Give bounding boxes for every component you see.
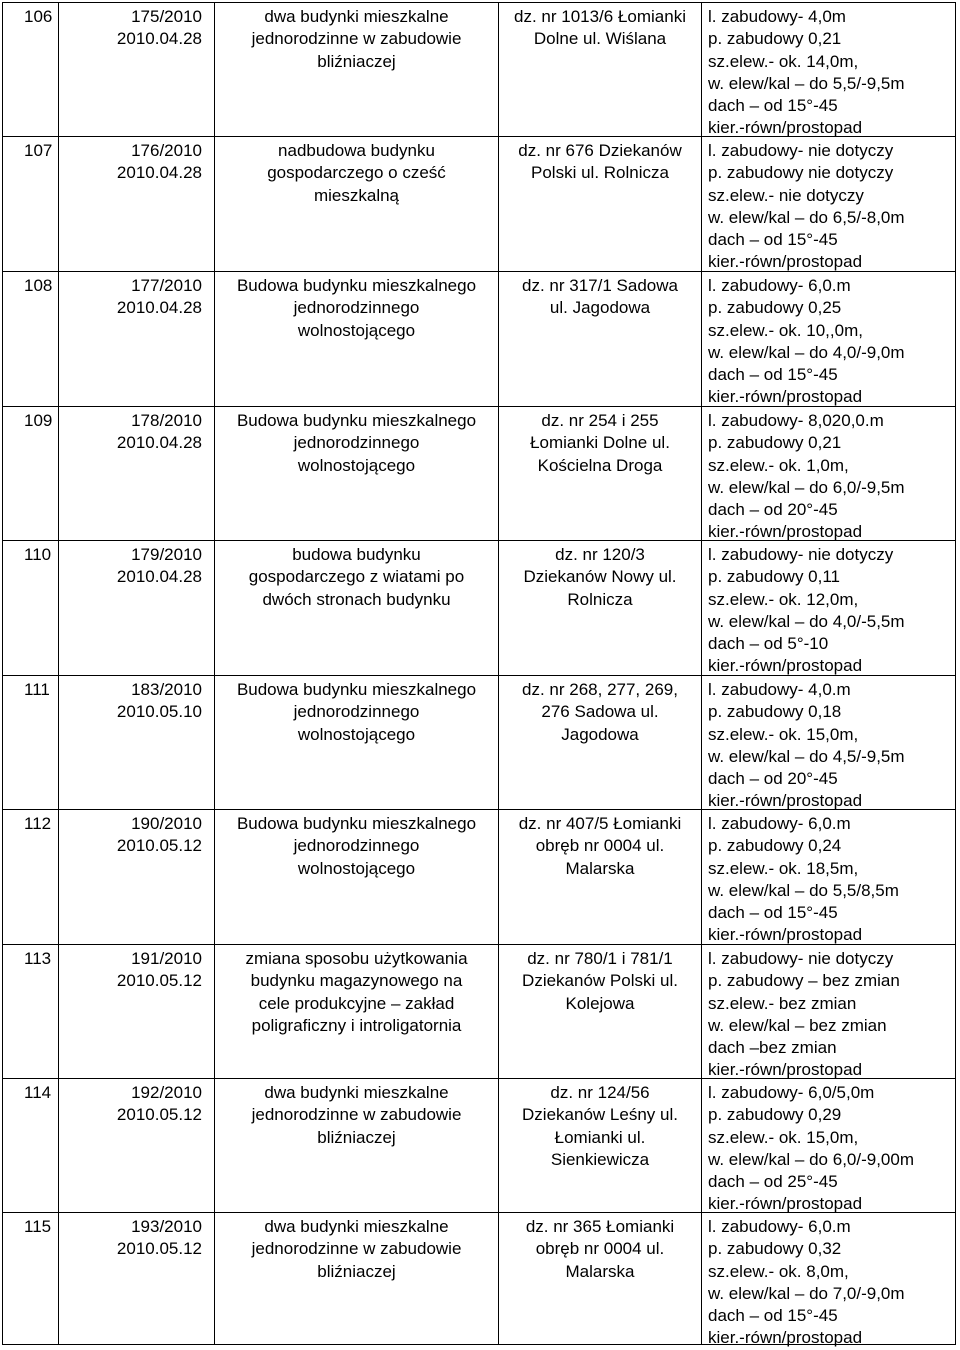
plot-location-cell [499, 945, 702, 1078]
decision-number-line: 191/2010 [131, 949, 202, 968]
decision-number-cell [59, 272, 215, 406]
decision-number-line: 2010.04.28 [116, 567, 202, 587]
building-parameters-line: l. zabudowy- 6,0.m [708, 1217, 851, 1236]
building-parameters-line: l. zabudowy- nie dotyczy [708, 141, 894, 160]
building-parameters-line: sz.elew.- ok. 12,0m, [708, 589, 859, 609]
project-description-cell [215, 676, 499, 809]
decision-number-line: 175/2010 [131, 7, 202, 26]
building-parameters-line: p. zabudowy 0,25 [708, 298, 842, 318]
project-description-cell [215, 3, 499, 136]
project-description-line: dwa budynki mieszkalne [264, 7, 449, 26]
plot-location-line: Dziekanów Polski ul. [522, 971, 678, 991]
building-parameters-line: dach – od 5°-10 [708, 634, 829, 654]
decision-number-line: 179/2010 [131, 545, 202, 564]
decision-number-line: 2010.04.28 [116, 433, 202, 453]
project-description-line: wolnostojącego [297, 858, 416, 878]
plot-location-cell [499, 541, 702, 675]
building-parameters-cell [702, 810, 955, 944]
building-parameters-line: w. elew/kal – do 6,5/-8,0m [708, 207, 905, 227]
project-description-cell [215, 810, 499, 944]
building-parameters-line: l. zabudowy- 6,0/5,0m [708, 1083, 875, 1102]
row-number-cell: 107 [3, 137, 59, 271]
plot-location-cell [499, 676, 702, 809]
building-parameters-line: l. zabudowy- 6,0.m [708, 814, 851, 833]
building-parameters-line: sz.elew.- ok. 10,,0m, [708, 320, 863, 340]
decision-number-cell [59, 3, 215, 136]
project-description-line: wolnostojącego [297, 320, 416, 340]
building-parameters-line: kier.-równ/prostopad [708, 118, 863, 138]
project-description-cell [215, 407, 499, 540]
project-description-line: jednorodzinne w zabudowie [251, 1239, 462, 1259]
building-parameters-line: sz.elew.- bez zmian [708, 993, 857, 1013]
building-parameters-line: w. elew/kal – do 7,0/-9,0m [708, 1283, 905, 1303]
decision-number-cell [59, 810, 215, 944]
building-parameters-line: p. zabudowy 0,32 [708, 1239, 842, 1259]
project-description-line: budynku magazynowego na [250, 971, 463, 991]
project-description-cell [215, 1079, 499, 1212]
building-parameters-cell [702, 1079, 955, 1212]
project-description-line: Budowa budynku mieszkalnego [236, 411, 477, 430]
decision-number-line: 193/2010 [131, 1217, 202, 1236]
project-description-cell [215, 945, 499, 1078]
project-description-line: dwóch stronach budynku [262, 589, 451, 609]
plot-location-line: Kościelna Droga [537, 455, 663, 475]
project-description-line: bliźniaczej [317, 51, 396, 71]
building-parameters-cell [702, 1213, 955, 1348]
decision-number-line: 2010.04.28 [116, 163, 202, 183]
plot-location-line: obręb nr 0004 ul. [535, 1239, 665, 1259]
decision-number-cell [59, 407, 215, 540]
plot-location-line: dz. nr 124/56 [550, 1083, 650, 1102]
plot-location-line: Łomianki Dolne ul. [530, 433, 670, 453]
plot-location-line: ul. Jagodowa [549, 298, 651, 318]
project-description-line: budowa budynku [292, 545, 421, 564]
plot-location-line: 276 Sadowa ul. [541, 702, 659, 722]
building-parameters-line: w. elew/kal – do 6,0/-9,5m [708, 477, 905, 497]
project-description-line: nadbudowa budynku [278, 141, 435, 160]
decision-number-cell [59, 1079, 215, 1212]
decision-number-line: 176/2010 [131, 141, 202, 160]
building-parameters-line: dach – od 20°-45 [708, 500, 838, 520]
decisions-table [2, 2, 956, 1348]
building-parameters-line: p. zabudowy 0,11 [708, 567, 840, 587]
plot-location-line: Rolnicza [567, 589, 633, 609]
decision-number-line: 183/2010 [131, 680, 202, 699]
building-parameters-line: dach – od 15°-45 [708, 1306, 838, 1326]
project-description-line: Budowa budynku mieszkalnego [236, 276, 477, 295]
building-parameters-line: kier.-równ/prostopad [708, 1060, 863, 1080]
building-parameters-line: dach – od 15°-45 [708, 903, 838, 923]
plot-location-line: Polski ul. Rolnicza [531, 163, 669, 183]
building-parameters-cell [702, 137, 955, 271]
building-parameters-line: dach – od 25°-45 [708, 1172, 838, 1192]
row-number-cell: 114 [3, 1079, 59, 1212]
plot-location-line: Jagodowa [561, 724, 639, 744]
plot-location-line: Kolejowa [565, 993, 635, 1013]
building-parameters-cell [702, 272, 955, 406]
building-parameters-line: sz.elew.- ok. 8,0m, [708, 1261, 849, 1281]
table-row [3, 272, 955, 407]
building-parameters-line: w. elew/kal – do 5,5/8,5m [708, 880, 899, 900]
building-parameters-line: w. elew/kal – do 5,5/-9,5m [708, 73, 905, 93]
plot-location-line: Dolne ul. Wiślana [533, 29, 667, 49]
building-parameters-line: sz.elew.- ok. 1,0m, [708, 455, 849, 475]
table-row [3, 407, 955, 541]
row-number-cell: 113 [3, 945, 59, 1078]
building-parameters-line: l. zabudowy- nie dotyczy [708, 545, 894, 564]
plot-location-cell [499, 3, 702, 136]
table-row [3, 945, 955, 1079]
decision-number-line: 192/2010 [131, 1083, 202, 1102]
plot-location-line: Dziekanów Leśny ul. [522, 1105, 678, 1125]
table-row [3, 1079, 955, 1213]
building-parameters-line: kier.-równ/prostopad [708, 1328, 863, 1348]
building-parameters-line: sz.elew.- ok. 14,0m, [708, 51, 859, 71]
building-parameters-line: kier.-równ/prostopad [708, 656, 863, 676]
building-parameters-line: kier.-równ/prostopad [708, 925, 863, 945]
building-parameters-line: dach – od 15°-45 [708, 230, 838, 250]
row-number-cell: 111 [3, 676, 59, 809]
project-description-line: Budowa budynku mieszkalnego [236, 680, 477, 699]
building-parameters-line: dach – od 15°-45 [708, 365, 838, 385]
building-parameters-cell [702, 676, 955, 809]
building-parameters-cell [702, 541, 955, 675]
project-description-line: jednorodzinne w zabudowie [251, 29, 462, 49]
building-parameters-line: kier.-równ/prostopad [708, 522, 863, 542]
plot-location-cell [499, 1213, 702, 1344]
building-parameters-line: w. elew/kal – bez zmian [708, 1015, 887, 1035]
building-parameters-line: p. zabudowy 0,21 [708, 29, 842, 49]
project-description-line: cele produkcyjne – zakład [258, 993, 455, 1013]
decision-number-line: 2010.04.28 [116, 298, 202, 318]
decision-number-line: 2010.05.12 [116, 1239, 202, 1259]
plot-location-line: dz. nr 407/5 Łomianki [518, 814, 682, 833]
building-parameters-line: p. zabudowy 0,29 [708, 1105, 842, 1125]
project-description-line: zmiana sposobu użytkowania [245, 949, 468, 968]
building-parameters-line: l. zabudowy- 6,0.m [708, 276, 851, 295]
building-parameters-line: sz.elew.- ok. 18,5m, [708, 858, 859, 878]
building-parameters-line: dach –bez zmian [708, 1038, 837, 1058]
project-description-cell [215, 541, 499, 675]
building-parameters-line: kier.-równ/prostopad [708, 1194, 863, 1214]
plot-location-line: Malarska [565, 858, 635, 878]
table-row [3, 137, 955, 272]
building-parameters-line: dach – od 15°-45 [708, 96, 838, 116]
row-number-cell: 109 [3, 407, 59, 540]
plot-location-cell [499, 1079, 702, 1212]
row-number-cell: 115 [3, 1213, 59, 1344]
building-parameters-cell [702, 945, 955, 1078]
project-description-line: jednorodzinnego [293, 836, 420, 856]
plot-location-line: Sienkiewicza [550, 1149, 650, 1169]
building-parameters-cell [702, 3, 955, 136]
decision-number-cell [59, 541, 215, 675]
project-description-line: wolnostojącego [297, 455, 416, 475]
project-description-cell [215, 272, 499, 406]
decision-number-cell [59, 945, 215, 1078]
project-description-line: jednorodzinnego [293, 433, 420, 453]
plot-location-line: dz. nr 676 Dziekanów [518, 141, 682, 160]
table-row [3, 676, 955, 810]
building-parameters-line: w. elew/kal – do 4,0/-5,5m [708, 611, 905, 631]
plot-location-line: dz. nr 1013/6 Łomianki [514, 7, 686, 26]
building-parameters-line: w. elew/kal – do 4,0/-9,0m [708, 342, 905, 362]
project-description-line: jednorodzinnego [293, 298, 420, 318]
project-description-line: gospodarczego z wiatami po [248, 567, 465, 587]
project-description-line: jednorodzinnego [293, 702, 420, 722]
project-description-line: poligraficzny i introligatornia [251, 1015, 462, 1035]
building-parameters-line: kier.-równ/prostopad [708, 791, 863, 811]
plot-location-line: Malarska [565, 1261, 635, 1281]
building-parameters-line: l. zabudowy- 4,0.m [708, 680, 851, 699]
building-parameters-line: l. zabudowy- 8,020,0.m [708, 411, 884, 430]
row-number-cell: 112 [3, 810, 59, 944]
building-parameters-line: l. zabudowy- 4,0m [708, 7, 846, 26]
decision-number-line: 2010.05.12 [116, 971, 202, 991]
building-parameters-line: dach – od 20°-45 [708, 769, 838, 789]
project-description-cell [215, 1213, 499, 1344]
building-parameters-line: w. elew/kal – do 4,5/-9,5m [708, 746, 905, 766]
building-parameters-line: kier.-równ/prostopad [708, 252, 863, 272]
building-parameters-line: sz.elew.- ok. 15,0m, [708, 724, 859, 744]
building-parameters-line: l. zabudowy- nie dotyczy [708, 949, 894, 968]
project-description-line: mieszkalną [313, 185, 400, 205]
row-number-cell: 106 [3, 3, 59, 136]
plot-location-line: Dziekanów Nowy ul. [523, 567, 677, 587]
project-description-line: dwa budynki mieszkalne [264, 1217, 449, 1236]
plot-location-line: dz. nr 365 Łomianki [525, 1217, 675, 1236]
project-description-line: wolnostojącego [297, 724, 416, 744]
project-description-line: gospodarczego o cześć [267, 163, 446, 183]
decision-number-cell [59, 676, 215, 809]
project-description-line: Budowa budynku mieszkalnego [236, 814, 477, 833]
row-number-cell: 108 [3, 272, 59, 406]
project-description-line: bliźniaczej [317, 1127, 396, 1147]
decision-number-cell [59, 1213, 215, 1344]
building-parameters-line: p. zabudowy nie dotyczy [708, 163, 894, 183]
decision-number-line: 177/2010 [131, 276, 202, 295]
building-parameters-line: sz.elew.- ok. 15,0m, [708, 1127, 859, 1147]
plot-location-line: obręb nr 0004 ul. [535, 836, 665, 856]
building-parameters-line: p. zabudowy 0,21 [708, 433, 842, 453]
decision-number-line: 2010.04.28 [116, 29, 202, 49]
building-parameters-line: p. zabudowy 0,24 [708, 836, 842, 856]
plot-location-line: dz. nr 268, 277, 269, [522, 680, 678, 699]
building-parameters-line: p. zabudowy 0,18 [708, 702, 842, 722]
plot-location-line: dz. nr 254 i 255 [541, 411, 659, 430]
plot-location-line: dz. nr 120/3 [555, 545, 645, 564]
table-row [3, 541, 955, 676]
plot-location-cell [499, 137, 702, 271]
project-description-line: dwa budynki mieszkalne [264, 1083, 449, 1102]
building-parameters-line: kier.-równ/prostopad [708, 387, 863, 407]
building-parameters-line: w. elew/kal – do 6,0/-9,00m [708, 1149, 915, 1169]
plot-location-line: Łomianki ul. [554, 1127, 646, 1147]
plot-location-cell [499, 810, 702, 944]
project-description-line: jednorodzinne w zabudowie [251, 1105, 462, 1125]
decision-number-cell [59, 137, 215, 271]
table-row [3, 810, 955, 945]
project-description-line: bliźniaczej [317, 1261, 396, 1281]
plot-location-cell [499, 407, 702, 540]
row-number-cell: 110 [3, 541, 59, 675]
table-row [3, 1213, 955, 1348]
decision-number-line: 178/2010 [131, 411, 202, 430]
plot-location-cell [499, 272, 702, 406]
decision-number-line: 2010.05.10 [116, 702, 202, 722]
plot-location-line: dz. nr 317/1 Sadowa [522, 276, 678, 295]
plot-location-line: dz. nr 780/1 i 781/1 [527, 949, 673, 968]
building-parameters-cell [702, 407, 955, 540]
project-description-cell [215, 137, 499, 271]
building-parameters-line: sz.elew.- nie dotyczy [708, 185, 864, 205]
table-row [3, 3, 955, 137]
decision-number-line: 190/2010 [131, 814, 202, 833]
building-parameters-line: p. zabudowy – bez zmian [708, 971, 900, 991]
decision-number-line: 2010.05.12 [116, 1105, 202, 1125]
decision-number-line: 2010.05.12 [116, 836, 202, 856]
